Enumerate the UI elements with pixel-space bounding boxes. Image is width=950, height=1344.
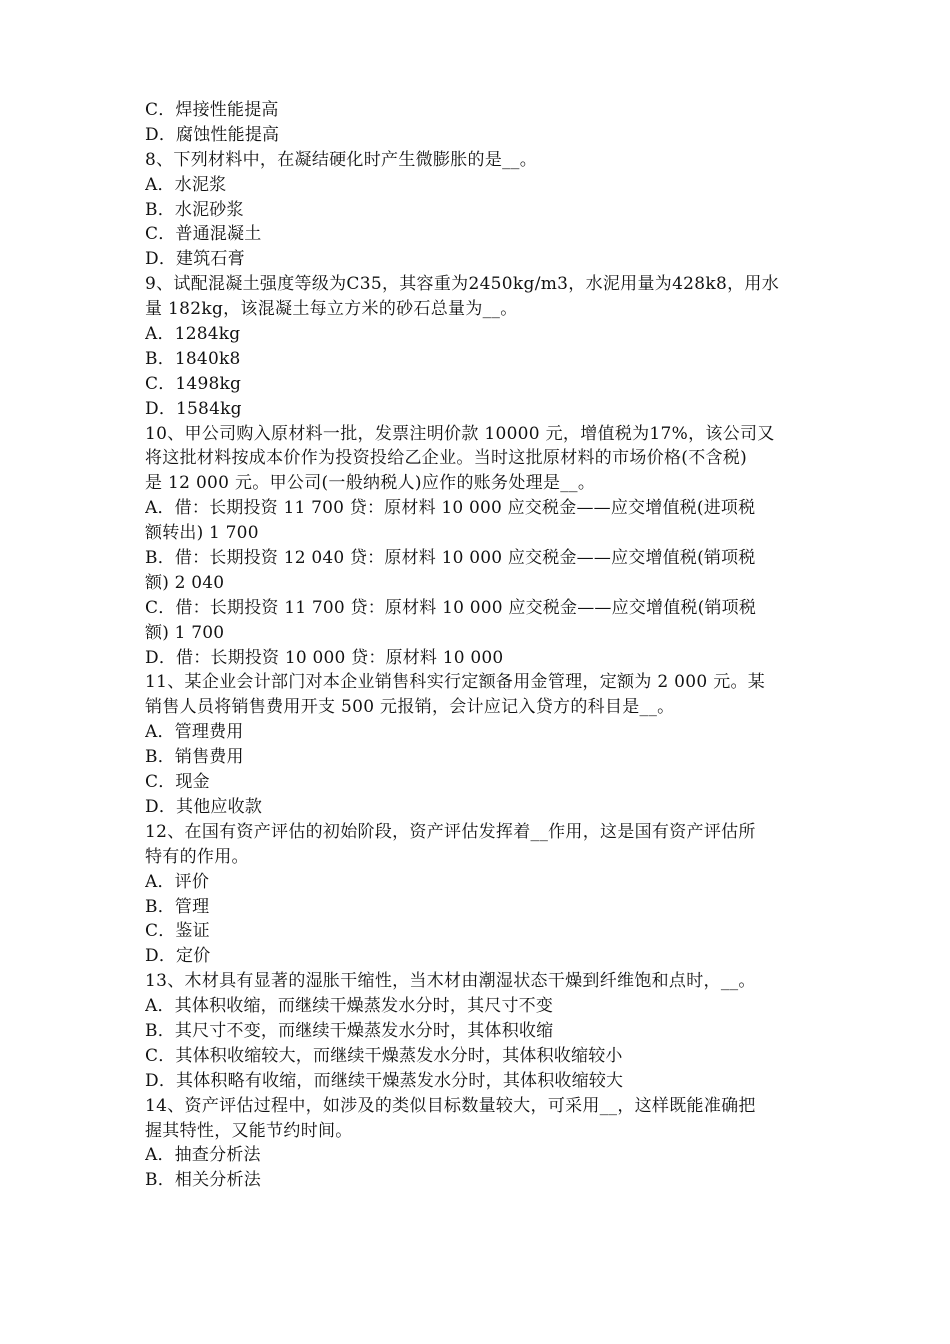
question-10-line-3: 是 12 000 元。甲公司(一般纳税人)应作的账务处理是__。 bbox=[145, 473, 596, 494]
question-9-line-1: 9、试配混凝土强度等级为C35，其容重为2450kg/m3，水泥用量为428k8，用水 bbox=[145, 274, 780, 295]
question-13: 13、木材具有显著的湿胀干缩性，当木材由潮湿状态干燥到纤维饱和点时，__。 bbox=[145, 971, 756, 992]
option-b-q13: B．其尺寸不变，而继续干燥蒸发水分时，其体积收缩 bbox=[145, 1020, 554, 1041]
option-c-q10-line-1: C．借：长期投资 11 700 贷：原材料 10 000 应交税金——应交增值税(销项税 bbox=[145, 597, 757, 618]
question-11-line-1: 11、某企业会计部门对本企业销售科实行定额备用金管理，定额为 2 000 元。某 bbox=[145, 672, 766, 693]
question-11-line-2: 销售人员将销售费用开支 500 元报销，会计应记入贷方的科目是__。 bbox=[145, 697, 675, 718]
question-9-line-2: 量 182kg，该混凝土每立方米的砂石总量为__。 bbox=[145, 299, 518, 320]
option-c-q9: C．1498kg bbox=[145, 373, 242, 394]
question-14-line-2: 握其特性，又能节约时间。 bbox=[145, 1120, 353, 1141]
option-b-q9: B．1840k8 bbox=[145, 348, 241, 369]
question-12-line-2: 特有的作用。 bbox=[145, 846, 249, 867]
option-b-q12: B．管理 bbox=[145, 896, 210, 917]
option-d-q13: D．其体积略有收缩，而继续干燥蒸发水分时，其体积收缩较大 bbox=[145, 1070, 624, 1091]
option-c-q7: C．焊接性能提高 bbox=[145, 100, 279, 120]
question-8: 8、下列材料中，在凝结硬化时产生微膨胀的是__。 bbox=[145, 149, 538, 170]
option-c-q12: C．鉴证 bbox=[145, 921, 210, 942]
option-c-q10-line-2: 额) 1 700 bbox=[145, 622, 225, 643]
document-page bbox=[145, 98, 813, 1193]
option-a-q9: A．1284kg bbox=[145, 324, 241, 345]
question-12-line-1: 12、在国有资产评估的初始阶段，资产评估发挥着__作用，这是国有资产评估所 bbox=[145, 821, 756, 842]
option-a-q10-line-1: A．借：长期投资 11 700 贷：原材料 10 000 应交税金——应交增值税(进项税 bbox=[145, 498, 756, 519]
option-a-q13: A．其体积收缩，而继续干燥蒸发水分时，其尺寸不变 bbox=[145, 996, 554, 1017]
option-b-q14: B．相关分析法 bbox=[145, 1170, 261, 1191]
option-d-q11: D．其他应收款 bbox=[145, 796, 263, 817]
option-b-q11: B．销售费用 bbox=[145, 747, 244, 768]
option-d-q7: D．腐蚀性能提高 bbox=[145, 124, 280, 145]
option-b-q10-line-1: B．借：长期投资 12 040 贷：原材料 10 000 应交税金——应交增值税(销项税 bbox=[145, 548, 756, 569]
option-c-q8: C．普通混凝土 bbox=[145, 224, 262, 245]
option-d-q8: D．建筑石膏 bbox=[145, 249, 245, 270]
option-c-q13: C．其体积收缩较大，而继续干燥蒸发水分时，其体积收缩较小 bbox=[145, 1045, 623, 1066]
option-d-q12: D．定价 bbox=[145, 946, 211, 967]
question-10-line-2: 将这批材料按成本价作为投资投给乙企业。当时这批原材料的市场价格(不含税) bbox=[145, 448, 748, 469]
question-10-line-1: 10、甲公司购入原材料一批，发票注明价款 10000 元，增值税为17%，该公司又 bbox=[145, 423, 775, 444]
option-b-q8: B．水泥砂浆 bbox=[145, 199, 244, 220]
option-a-q11: A．管理费用 bbox=[145, 722, 244, 743]
option-a-q10-line-2: 额转出) 1 700 bbox=[145, 523, 259, 544]
option-a-q14: A．抽查分析法 bbox=[145, 1145, 261, 1166]
option-a-q8: A．水泥浆 bbox=[145, 174, 227, 195]
option-d-q10: D．借：长期投资 10 000 贷：原材料 10 000 bbox=[145, 647, 504, 668]
option-a-q12: A．评价 bbox=[145, 871, 210, 892]
option-b-q10-line-2: 额) 2 040 bbox=[145, 572, 225, 593]
option-c-q11: C．现金 bbox=[145, 772, 210, 793]
option-d-q9: D．1584kg bbox=[145, 398, 242, 419]
question-14-line-1: 14、资产评估过程中，如涉及的类似目标数量较大，可采用__，这样既能准确把 bbox=[145, 1095, 756, 1116]
